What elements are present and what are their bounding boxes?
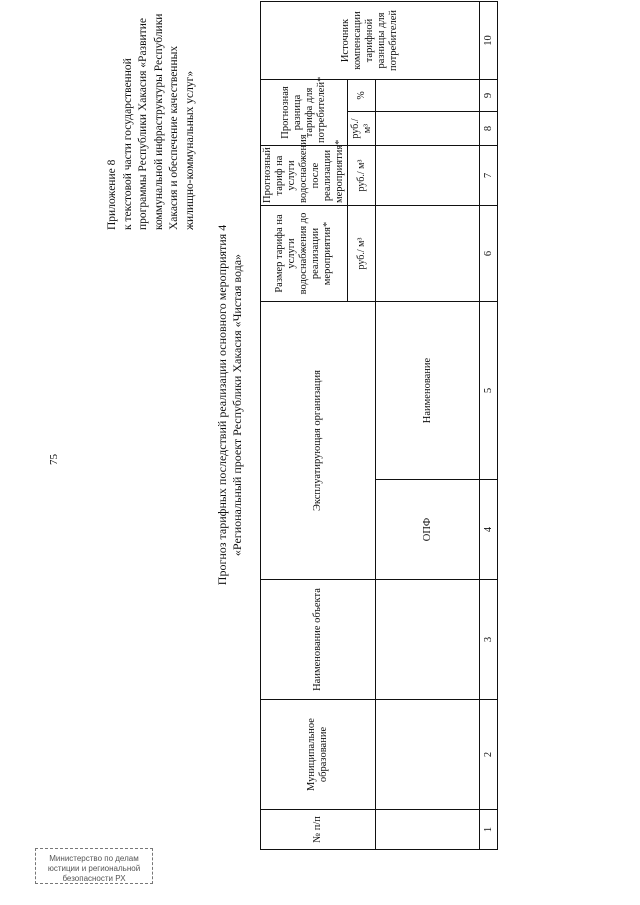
column-number: 9 <box>480 80 498 112</box>
column-number: 8 <box>480 112 498 146</box>
ministry-stamp <box>35 848 153 884</box>
blank-cell <box>376 700 480 810</box>
blank-cell <box>376 80 480 112</box>
header-municipality: Муниципальное образование <box>261 700 376 810</box>
document-title <box>215 165 245 645</box>
column-number: 2 <box>480 700 498 810</box>
column-number: 6 <box>480 206 498 302</box>
header-tariff-diff: Прогнозная разница тарифа для потребителей* <box>261 80 348 146</box>
header-operator: Эксплуатирующая организация <box>261 302 376 580</box>
unit-rub-m3: руб./ м³ <box>348 146 376 206</box>
stamp-line: Министерство по делам <box>49 854 139 863</box>
appendix-note <box>105 10 198 230</box>
appendix-line: к текстовой части государственной <box>121 58 134 230</box>
header-opf: ОПФ <box>376 480 480 580</box>
appendix-line: жилищно-коммунальных услуг» <box>183 70 196 230</box>
column-number: 4 <box>480 480 498 580</box>
column-number: 7 <box>480 146 498 206</box>
blank-cell <box>376 580 480 700</box>
page-number: 75 <box>48 454 60 465</box>
header-tariff-after: Прогнозный тариф на услуги водоснабжения после реализации мероприятия* <box>261 146 348 206</box>
appendix-line: Хакасия и обеспечение качественных <box>168 45 180 230</box>
tariff-forecast-table <box>260 1 498 850</box>
column-number: 5 <box>480 302 498 480</box>
unit-rub-m3: руб./ м³ <box>348 206 376 302</box>
header-name: Наименование <box>376 302 480 480</box>
appendix-line: программы Республики Хакасия «Развитие <box>137 18 149 230</box>
stamp-line: юстиции и региональной <box>47 864 141 873</box>
header-source: Источник компенсации тарифной разницы для потребителей <box>261 2 480 80</box>
column-number: 3 <box>480 580 498 700</box>
blank-cell <box>376 810 480 850</box>
header-object: Наименование объекта <box>261 580 376 700</box>
unit-rub-m3: руб./ м³ <box>348 112 376 146</box>
header-num: № п/п <box>261 810 376 850</box>
blank-cell <box>376 112 480 146</box>
title-line-2: «Региональный проект Республики Хакасия «Чистая вода» <box>230 253 244 557</box>
blank-cell <box>376 206 480 302</box>
column-number: 10 <box>480 2 498 80</box>
stamp-line: безопасности РХ <box>62 874 126 883</box>
unit-percent: % <box>348 80 376 112</box>
appendix-line: коммунальной инфраструктуры Республики <box>152 13 165 230</box>
blank-cell <box>376 146 480 206</box>
header-tariff-before: Размер тарифа на услуги водоснабжения до реализации мероприятия* <box>261 206 348 302</box>
column-number: 1 <box>480 810 498 850</box>
title-line-1: Прогноз тарифных последствий реализации основного мероприятия 4 <box>215 224 229 586</box>
appendix-line: Приложение 8 <box>106 159 118 230</box>
